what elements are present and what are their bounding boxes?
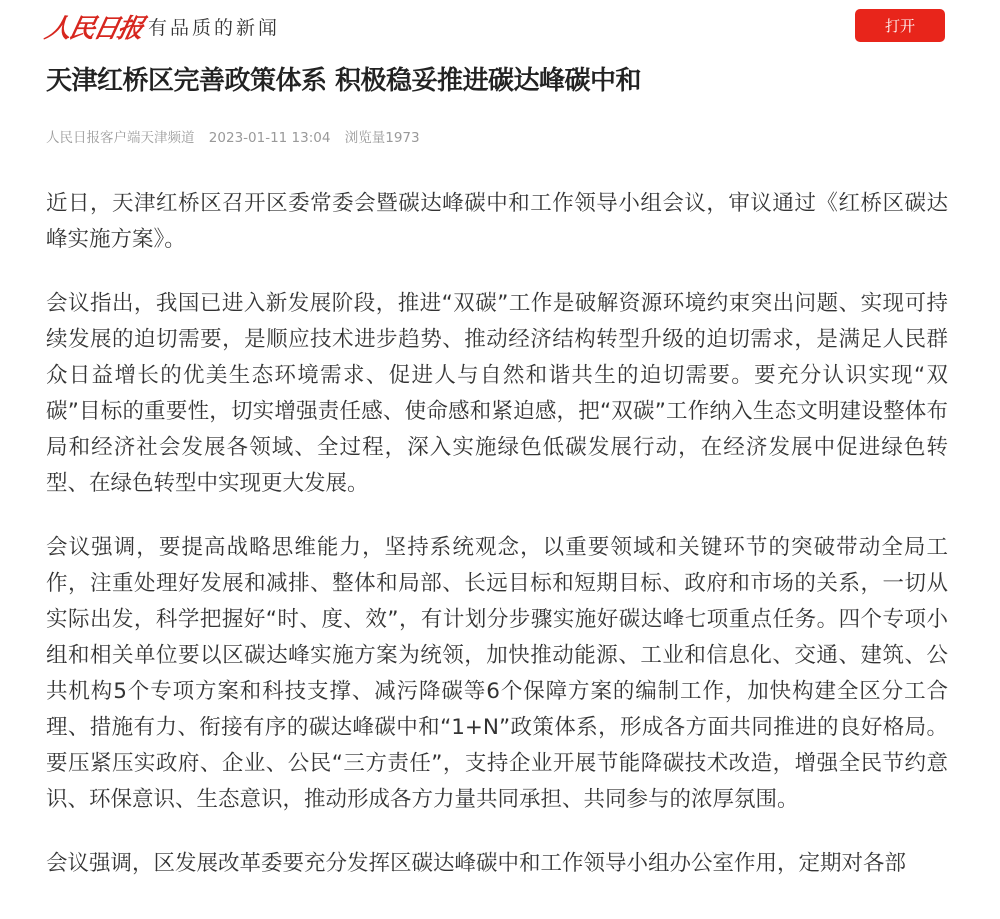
paragraph: 会议强调，区发展改革委要充分发挥区碳达峰碳中和工作领导小组办公室作用，定期对各部 (46, 851, 907, 876)
people-daily-logo[interactable]: 人民日报 (42, 14, 145, 44)
article-body (46, 186, 948, 910)
paragraph: 会议强调，要提高战略思维能力，坚持系统观念，以重要领域和关键环节的突破带动全局工作，注重处理好发展和减排、整体和局部、长远目标和短期目标、政府和市场的关系，一切从实际出发，科学把握好“时、度、效”，有计划分步骤实施好碳达峰七项重点任务。四个专项小组和相关单位要以区碳达峰实施方案为统领，加快推动能源、工业和信息化、交通、建筑、公共机构5个专项方案和科技支撑、减污降碳等6个保障方案的编制工作，加快构建全区分工合理、措施有力、衔接有序的碳达峰碳中和“1+N”政策体系，形成各方面共同推进的良好格局。要压紧压实政府、企业、公民“三方责任”，支持企业开展节能降碳技术改造，增强全民节约意识、环保意识、生态意识，推动形成各方力量共同承担、共同参与的浓厚氛围。 (46, 535, 948, 812)
paragraph: 会议指出，我国已进入新发展阶段，推进“双碳”工作是破解资源环境约束突出问题、实现可持续发展的迫切需要，是顺应技术进步趋势、推动经济结构转型升级的迫切需求，是满足人民群众日益增长的优美生态环境需求、促进人与自然和谐共生的迫切需要。要充分认识实现“双碳”目标的重要性，切实增强责任感、使命感和紧迫感，把“双碳”工作纳入生态文明建设整体布局和经济社会发展各领域、全过程，深入实施绿色低碳发展行动，在经济发展中促进绿色转型、在绿色转型中实现更大发展。 (46, 291, 948, 496)
article-title: 天津红桥区完善政策体系 积极稳妥推进碳达峰碳中和 (46, 66, 642, 96)
top-bar (0, 0, 1000, 50)
slogan: 有品质的新闻 (148, 17, 281, 39)
open-app-button[interactable]: 打开 (855, 9, 945, 42)
article-views: 浏览量1973 (344, 130, 420, 146)
article-meta (46, 126, 430, 146)
article-datetime: 2023-01-11 13:04 (208, 130, 331, 146)
article-source: 人民日报客户端天津频道 (46, 130, 195, 146)
paragraph: 近日，天津红桥区召开区委常委会暨碳达峰碳中和工作领导小组会议，审议通过《红桥区碳达峰实施方案》。 (46, 191, 948, 252)
